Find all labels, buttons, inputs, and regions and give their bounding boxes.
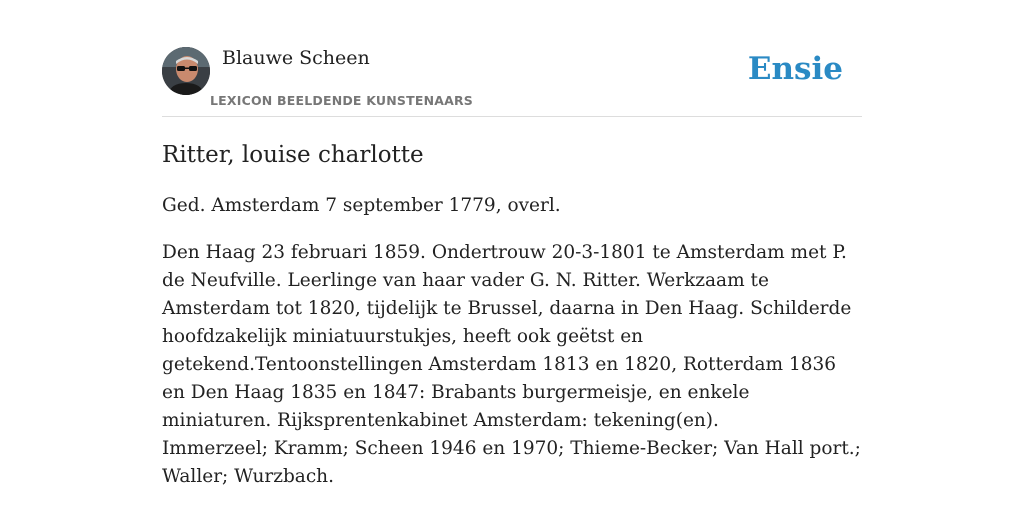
article-paragraph-1: Ged. Amsterdam 7 september 1779, overl.	[162, 195, 561, 216]
author-avatar[interactable]	[162, 47, 210, 95]
page-header	[162, 0, 862, 117]
avatar-portrait-icon	[162, 47, 210, 95]
category-label[interactable]: LEXICON BEELDENDE KUNSTENAARS	[210, 93, 474, 108]
page-container	[162, 0, 862, 487]
ensie-logo[interactable]: Ensie	[747, 51, 843, 87]
author-name[interactable]: Blauwe Scheen	[222, 47, 370, 69]
article-title: Ritter, louise charlotte	[162, 142, 424, 168]
article-paragraph-2: Den Haag 23 februari 1859. Ondertrouw 20-3-1801 te Amsterdam met P. de Neufville. Leerlinge van haar vader G. N. Ritter. Werkzaam te Amsterdam tot 1820, tijdelijk te Brussel, daarna in Den Haag. Schilderde hoofdzakelijk miniatuurstukjes, heeft ook geëtst en getekend.Tentoonstellingen Amsterdam 1813 en 1820, Rotterdam 1836 en Den Haag 1835 en 1847: Brabants burgermeisje, en enkele miniaturen. Rijksprentenkabinet Amsterdam: tekening(en).	[162, 242, 852, 431]
article-paragraph-3: Immerzeel; Kramm; Scheen 1946 en 1970; Thieme-Becker; Van Hall port.; Waller; Wurzbach.	[162, 438, 861, 487]
